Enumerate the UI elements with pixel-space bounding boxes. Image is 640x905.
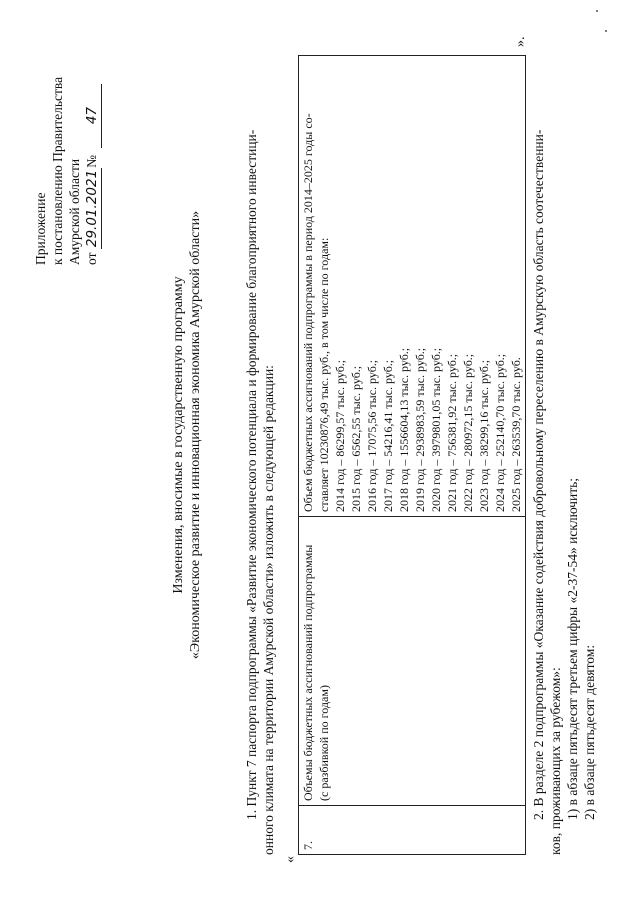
table-intro-line-1: Объем бюджетных ассигнований подпрограммы в период 2014–2025 годы со- xyxy=(301,113,315,512)
scan-speck xyxy=(605,30,607,32)
appendix-block xyxy=(32,25,102,265)
paragraph-1-line-1: 1. Пункт 7 паспорта подпрограммы «Развитие экономического потенциала и формирование благоприятного инвестици- xyxy=(244,129,259,820)
title-line-2: «Экономическое развитие и инновационная экономика Амурской области» xyxy=(188,210,203,660)
table-row xyxy=(299,56,526,855)
funding-year-line: 2023 год – 38299,16 тыс. руб.; xyxy=(477,359,491,512)
funding-year-line: 2022 год – 280972,15 тыс. руб.; xyxy=(461,353,475,512)
date-prefix: от xyxy=(84,252,99,265)
title-line-1: Изменения, вносимые в государственную программу xyxy=(171,276,186,594)
scan-speck xyxy=(596,10,598,12)
funding-year-line: 2015 год – 6562,55 тыс. руб.; xyxy=(349,365,363,512)
passport-table xyxy=(298,55,526,855)
handwritten-number: 47 xyxy=(84,84,102,148)
handwritten-date: 29.01.2021 xyxy=(84,169,100,248)
paragraph-2-line-1: 2. В разделе 2 подпрограммы «Оказание содействия добровольному переселению в Амурскую область соотечественни- xyxy=(531,129,546,820)
funding-year-line: 2017 год – 54216,41 тыс. руб.; xyxy=(381,359,395,512)
funding-year-line: 2018 год – 1556604,13 тыс. руб.; xyxy=(397,347,411,512)
table-name-line-2: (с разбивкой по годам) xyxy=(317,685,331,801)
funding-by-year-list xyxy=(332,60,524,512)
funding-year-line: 2014 год – 86299,57 тыс. руб.; xyxy=(333,359,347,512)
funding-year-line: 2024 год – 252140,70 тыс. руб.; xyxy=(493,353,507,512)
table-cell-value xyxy=(299,56,526,517)
funding-year-line: 2020 год – 3979801,05 тыс. руб.; xyxy=(429,347,443,512)
paragraph-2-item-1: 1) в абзаце пятьдесят третьем цифры «2-37-54» исключить; xyxy=(565,478,580,820)
paragraph-1-line-2: онного климата на территории Амурской области» изложить в следующей редакции: xyxy=(261,365,276,855)
table-cell-name xyxy=(299,517,526,806)
paragraph-1 xyxy=(243,55,277,855)
table-cell-number: 7. xyxy=(299,806,526,855)
document-title xyxy=(170,115,204,755)
appendix-line-resolution: к постановлению Правительства xyxy=(50,76,65,265)
table-name-line-1: Объемы бюджетных ассигнований подпрограммы xyxy=(301,544,315,801)
paragraph-2-item-2: 2) в абзаце пятьдесят девятом: xyxy=(582,644,597,820)
appendix-date-line xyxy=(83,25,102,265)
funding-year-line: 2021 год – 756381,92 тыс. руб.; xyxy=(445,353,459,512)
funding-year-line: 2016 год – 17075,56 тыс. руб.; xyxy=(365,359,379,512)
funding-year-line: 2025 год – 263539,70 тыс. руб. xyxy=(509,357,523,512)
appendix-line-region: Амурской области xyxy=(67,158,82,265)
paragraph-2-line-2: ков, проживающих за рубежом»: xyxy=(548,667,563,855)
paragraph-2 xyxy=(530,55,598,855)
funding-year-line: 2019 год – 2938983,59 тыс. руб.; xyxy=(413,347,427,512)
opening-quote: « xyxy=(283,856,298,863)
closing-quote: ». xyxy=(513,36,528,47)
appendix-title: Приложение xyxy=(33,192,48,265)
table-intro-line-2: ставляет 10230876,49 тыс. руб., в том числе по годам: xyxy=(317,237,331,512)
number-sign: № xyxy=(84,154,99,168)
